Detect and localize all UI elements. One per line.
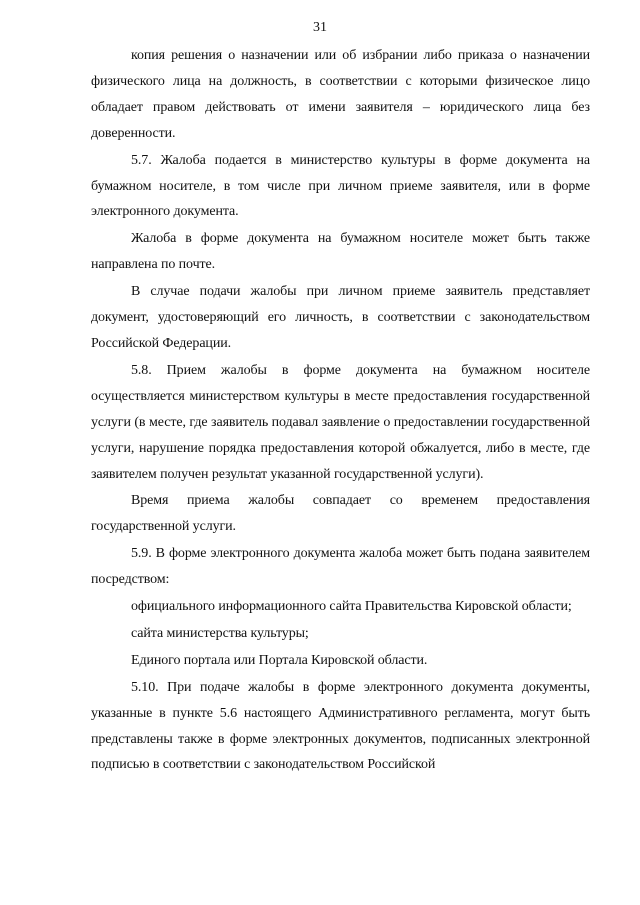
paragraph-identity-document: В случае подачи жалобы при личном приеме заявитель представляет документ, удостоверяющий его личность, в соответствии с законодательством Российской Федерации. bbox=[91, 284, 590, 351]
list-item-government-site: официального информационного сайта Правительства Кировской области; bbox=[131, 599, 572, 615]
paragraph-5-8: 5.8. Прием жалобы в форме документа на бумажном носителе осуществляется министерством культуры в месте предоставления государственной услуги (в месте, где заявитель подавал заявление о предоставлении государственной услуги, нарушение порядка предоставления которой обжалуется, либо в месте, где заявителем получен результат указанной государственной услуги). bbox=[91, 362, 590, 482]
list-item-ministry-site: сайта министерства культуры; bbox=[131, 625, 309, 641]
paragraph-5-7: 5.7. Жалоба подается в министерство культуры в форме документа на бумажном носителе, в том числе при личном приеме заявителя, или в форме электронного документа. bbox=[91, 152, 590, 220]
paragraph-5-9: 5.9. В форме электронного документа жалоба может быть подана заявителем посредством: bbox=[91, 546, 590, 588]
page-number: 31 bbox=[313, 20, 327, 35]
document-body bbox=[91, 43, 590, 778]
paragraph-postal-complaint: Жалоба в форме документа на бумажном носителе может быть также направлена по почте. bbox=[91, 231, 590, 273]
paragraph-proxy-document: копия решения о назначении или об избрании либо приказа о назначении физического лица на должность, в соответствии с которыми физическое лицо обладает правом действовать от имени заявителя – юридического лица без доверенности. bbox=[91, 48, 590, 141]
list-item-portal: Единого портала или Портала Кировской области. bbox=[131, 652, 428, 668]
paragraph-reception-time: Время приема жалобы совпадает со временем предоставления государственной услуги. bbox=[91, 493, 590, 535]
paragraph-5-10: 5.10. При подаче жалобы в форме электронного документа документы, указанные в пункте 5.6 настоящего Административного регламента, могут быть представлены также в форме электронных документов, подписанных электронной подписью в соответствии с законодательством Российской bbox=[91, 679, 590, 773]
